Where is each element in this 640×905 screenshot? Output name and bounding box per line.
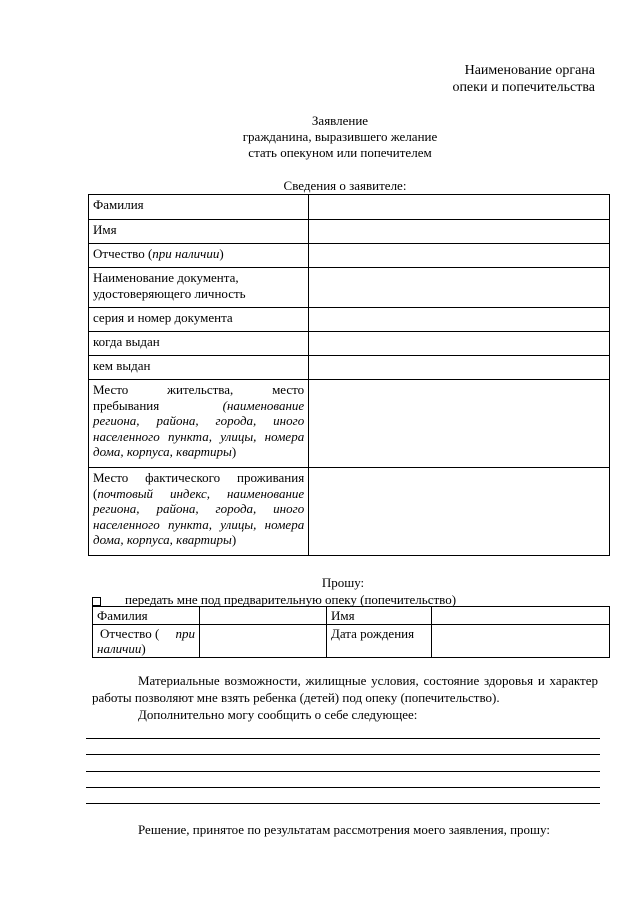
residence-line-1 bbox=[93, 382, 304, 398]
input-line[interactable] bbox=[86, 738, 600, 739]
table-row bbox=[89, 332, 610, 356]
residence-word: пребывания bbox=[93, 397, 160, 413]
doc-name-field[interactable] bbox=[309, 268, 610, 308]
patronymic-note: при наличии bbox=[152, 246, 220, 261]
child-patronymic-label bbox=[93, 625, 200, 658]
table-row bbox=[93, 625, 610, 658]
child-patronymic-text: Отчество ( bbox=[100, 626, 160, 641]
patronymic-label bbox=[89, 244, 309, 268]
actual-residence-label bbox=[89, 468, 309, 556]
actual-note: дома, корпуса, квартиры bbox=[93, 532, 232, 547]
child-patronymic-line-1 bbox=[97, 626, 195, 641]
residence-word: жительства, bbox=[167, 382, 234, 397]
authority-line-2: опеки и попечительства bbox=[452, 80, 595, 95]
residence-note: (наименование bbox=[222, 397, 305, 413]
name-field[interactable] bbox=[309, 220, 610, 244]
actual-note: населенного пункта, улицы, номера bbox=[93, 516, 305, 532]
child-patronymic-note: наличии bbox=[97, 641, 142, 656]
table-row bbox=[89, 195, 610, 220]
table-row bbox=[89, 268, 610, 308]
child-name-field[interactable] bbox=[432, 607, 610, 625]
applicant-info-table bbox=[88, 194, 610, 556]
title-line-3: стать опекуном или попечителем bbox=[248, 145, 432, 160]
checkbox-icon[interactable] bbox=[92, 597, 101, 606]
child-name-label: Имя bbox=[327, 607, 432, 625]
actual-line-3 bbox=[93, 501, 304, 517]
residence-label bbox=[89, 380, 309, 468]
input-line[interactable] bbox=[86, 787, 600, 788]
child-surname-label: Фамилия bbox=[93, 607, 200, 625]
doc-series-label: серия и номер документа bbox=[89, 308, 309, 332]
conditions-paragraph: Материальные возможности, жилищные условия, состояние здоровья и характер работы позволяют мне взять ребенка (детей) под опеку (попечительство). bbox=[92, 673, 598, 705]
surname-label: Фамилия bbox=[89, 195, 309, 220]
residence-note: региона, района, города, иного bbox=[93, 413, 305, 428]
document-title bbox=[0, 113, 640, 161]
input-line[interactable] bbox=[86, 771, 600, 772]
residence-close: ) bbox=[231, 444, 237, 459]
doc-name-line-1: Наименование документа, bbox=[93, 270, 239, 285]
doc-name-label bbox=[89, 268, 309, 308]
actual-open: ( bbox=[93, 485, 98, 501]
residence-line-4 bbox=[93, 429, 304, 445]
doc-name-line-2: удостоверяющего личность bbox=[93, 285, 246, 301]
residence-word: место bbox=[272, 382, 305, 397]
authority-header bbox=[452, 62, 595, 96]
table-row bbox=[89, 220, 610, 244]
actual-close: ) bbox=[231, 532, 237, 547]
child-birthdate-field[interactable] bbox=[432, 625, 610, 658]
doc-series-field[interactable] bbox=[309, 308, 610, 332]
table-row bbox=[89, 308, 610, 332]
actual-residence-field[interactable] bbox=[309, 468, 610, 556]
residence-line-3 bbox=[93, 413, 304, 429]
residence-note: дома, корпуса, квартиры bbox=[93, 444, 232, 459]
request-label: Прошу: bbox=[321, 575, 365, 590]
issued-when-label: когда выдан bbox=[89, 332, 309, 356]
input-line[interactable] bbox=[86, 803, 600, 804]
actual-note: почтовый индекс, наименование bbox=[97, 485, 305, 501]
title-line-2: гражданина, выразившего желание bbox=[242, 129, 438, 144]
residence-line-2 bbox=[93, 398, 304, 414]
actual-line-5 bbox=[93, 532, 304, 548]
child-patronymic-field[interactable] bbox=[200, 625, 327, 658]
child-patronymic-note: при bbox=[175, 626, 195, 641]
table-row bbox=[93, 607, 610, 625]
name-label: Имя bbox=[89, 220, 309, 244]
authority-line-1: Наименование органа bbox=[464, 63, 595, 78]
child-birthdate-label: Дата рождения bbox=[327, 625, 432, 658]
patronymic-close: ) bbox=[219, 246, 224, 261]
issued-by-field[interactable] bbox=[309, 356, 610, 380]
child-surname-field[interactable] bbox=[200, 607, 327, 625]
table-row bbox=[89, 244, 610, 268]
title-line-1: Заявление bbox=[311, 113, 369, 128]
residence-word: Место bbox=[93, 382, 129, 397]
residence-line-5 bbox=[93, 444, 304, 460]
table-row bbox=[89, 380, 610, 468]
child-patronymic-line-2 bbox=[97, 641, 195, 656]
actual-line-4 bbox=[93, 517, 304, 533]
actual-line-1: Место фактического проживания bbox=[93, 470, 305, 485]
residence-field[interactable] bbox=[309, 380, 610, 468]
residence-note: населенного пункта, улицы, номера bbox=[93, 428, 305, 444]
table-row bbox=[89, 356, 610, 380]
additional-info-paragraph: Дополнительно могу сообщить о себе следующее: bbox=[138, 707, 418, 722]
child-info-table bbox=[92, 606, 610, 658]
input-line[interactable] bbox=[86, 754, 600, 755]
applicant-section-label: Сведения о заявителе: bbox=[283, 178, 407, 193]
child-patronymic-close: ) bbox=[141, 641, 146, 656]
surname-field[interactable] bbox=[309, 195, 610, 220]
decision-paragraph: Решение, принятое по результатам рассмотрения моего заявления, прошу: bbox=[138, 822, 550, 837]
patronymic-text: Отчество ( bbox=[93, 246, 153, 261]
actual-note: региона, района, города, иного bbox=[93, 501, 305, 516]
request-option-1-label: передать мне под предварительную опеку (попечительство) bbox=[125, 592, 457, 607]
actual-line-2 bbox=[93, 486, 304, 502]
issued-by-label: кем выдан bbox=[89, 356, 309, 380]
table-row bbox=[89, 468, 610, 556]
patronymic-field[interactable] bbox=[309, 244, 610, 268]
issued-when-field[interactable] bbox=[309, 332, 610, 356]
